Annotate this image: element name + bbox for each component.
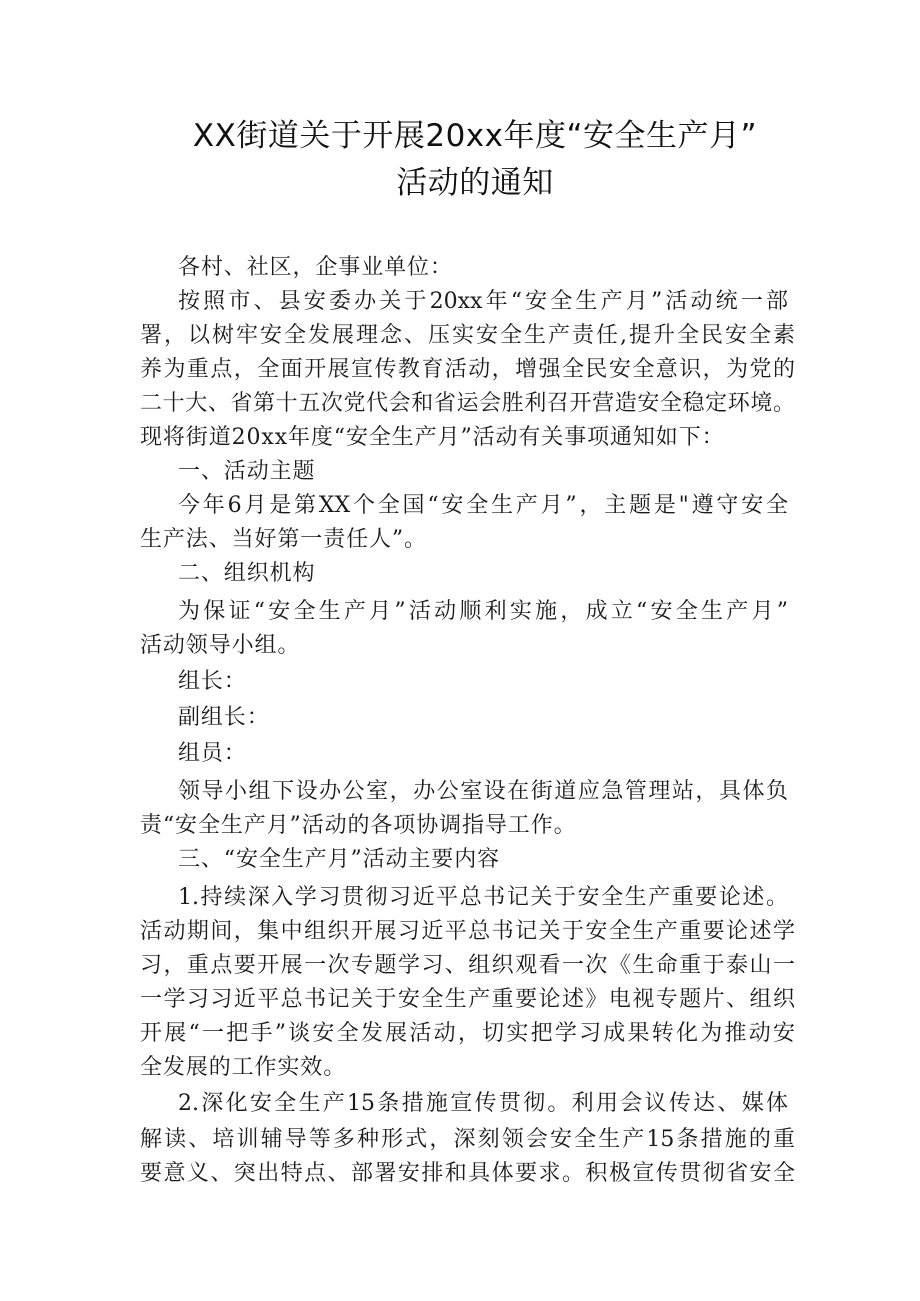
paragraph-line: 养为重点，全面开展宣传教育活动，增强全民安全意识，为党的 <box>140 357 795 382</box>
paragraph-line: 活动期间，集中组织开展习近平总书记关于安全生产重要论述学 <box>140 919 795 944</box>
paragraph-line: 为保证“安全生产月”活动顺利实施，成立“安全生产月” <box>178 599 788 624</box>
section-heading: 一、活动主题 <box>178 459 316 484</box>
paragraph-line: 全发展的工作实效。 <box>140 1055 347 1080</box>
members-line: 组员： <box>178 741 247 766</box>
paragraph-line: 解读、培训辅导等多种形式，深刻领会安全生产15条措施的重 <box>140 1127 795 1152</box>
paragraph-line: 习，重点要开展一次专题学习、组织观看一次《生命重于泰山一 <box>140 953 795 978</box>
section-heading: 二、组织机构 <box>178 561 316 586</box>
paragraph-line: 二十大、省第十五次党代会和省运会胜利召开营造安全稳定环境。 <box>140 391 795 416</box>
paragraph-line: 一学习习近平总书记关于安全生产重要论述》电视专题片、组织 <box>140 987 795 1012</box>
paragraph-line: 署，以树牢安全发展理念、压实安全生产责任,提升全民安全素 <box>140 323 795 348</box>
paragraph-line: 要意义、突出特点、部署安排和具体要求。积极宣传贯彻省安全 <box>140 1161 795 1186</box>
paragraph-line: 开展“一把手”谈安全发展活动，切实把学习成果转化为推动安 <box>140 1021 795 1046</box>
salutation: 各村、社区，企事业单位： <box>178 255 453 280</box>
paragraph-line: 领导小组下设办公室，办公室设在街道应急管理站，具体负 <box>178 779 788 804</box>
paragraph-line: 1.持续深入学习贯彻习近平总书记关于安全生产重要论述。 <box>178 885 788 910</box>
paragraph-line: 生产法、当好第一责任人”。 <box>140 527 427 552</box>
paragraph-line: 今年6月是第XX个全国“安全生产月”，主题是"遵守安全 <box>178 493 788 518</box>
paragraph-line: 2.深化安全生产15条措施宣传贯彻。利用会议传达、媒体 <box>178 1091 788 1116</box>
group-leader-line: 组长： <box>178 669 247 694</box>
deputy-leader-line: 副组长： <box>178 705 270 730</box>
paragraph-line: 活动领导小组。 <box>140 633 301 658</box>
paragraph-line: 现将街道20xx年度“安全生产月”活动有关事项通知如下： <box>140 425 725 450</box>
document-title-line-2: 活动的通知 <box>396 165 554 201</box>
paragraph-line: 按照市、县安委办关于20xx年“安全生产月”活动统一部 <box>178 289 788 314</box>
section-heading: 三、“安全生产月”活动主要内容 <box>178 847 500 872</box>
document-title-line-1: XX街道关于开展20xx年度“安全生产月” <box>192 118 758 154</box>
paragraph-line: 责“安全生产月”活动的各项协调指导工作。 <box>140 813 577 838</box>
